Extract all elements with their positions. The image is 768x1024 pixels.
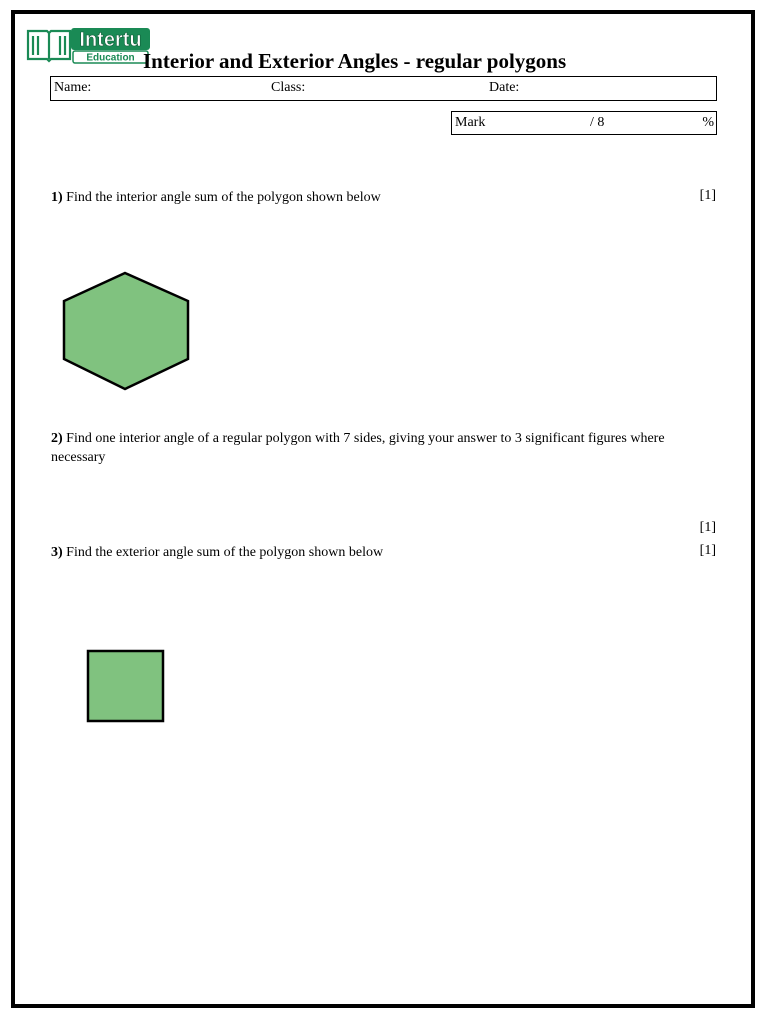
date-label: Date: [489,80,520,95]
hexagon-shape [60,270,192,394]
question-2 [51,429,711,467]
question-text: Find one interior angle of a regular polygon with 7 sides, giving your answer to 3 significant figures where necessary [51,431,665,465]
square-shape [86,649,166,723]
mark-percent: % [702,115,714,130]
question-3-marks: [1] [699,543,716,558]
question-text: Find the exterior angle sum of the polygon shown below [62,545,384,560]
question-1 [51,188,671,207]
mark-box [451,111,717,135]
question-3 [51,543,671,562]
question-text: Find the interior angle sum of the polygon shown below [62,190,381,205]
page-title: Interior and Exterior Angles - regular polygons [143,49,567,73]
question-number: 1) [51,190,63,205]
question-number: 2) [51,431,63,446]
question-1-marks: [1] [699,188,716,203]
class-label: Class: [271,80,306,95]
mark-total: / 8 [590,115,605,130]
intertu-logo [25,25,153,65]
name-label: Name: [54,80,92,95]
page-border [11,10,755,1008]
svg-text:Intertu: Intertu [79,29,142,51]
student-info-box [50,76,717,101]
mark-label: Mark [455,115,486,130]
question-2-marks: [1] [699,520,716,535]
svg-text:Education: Education [86,52,135,64]
question-number: 3) [51,545,63,560]
